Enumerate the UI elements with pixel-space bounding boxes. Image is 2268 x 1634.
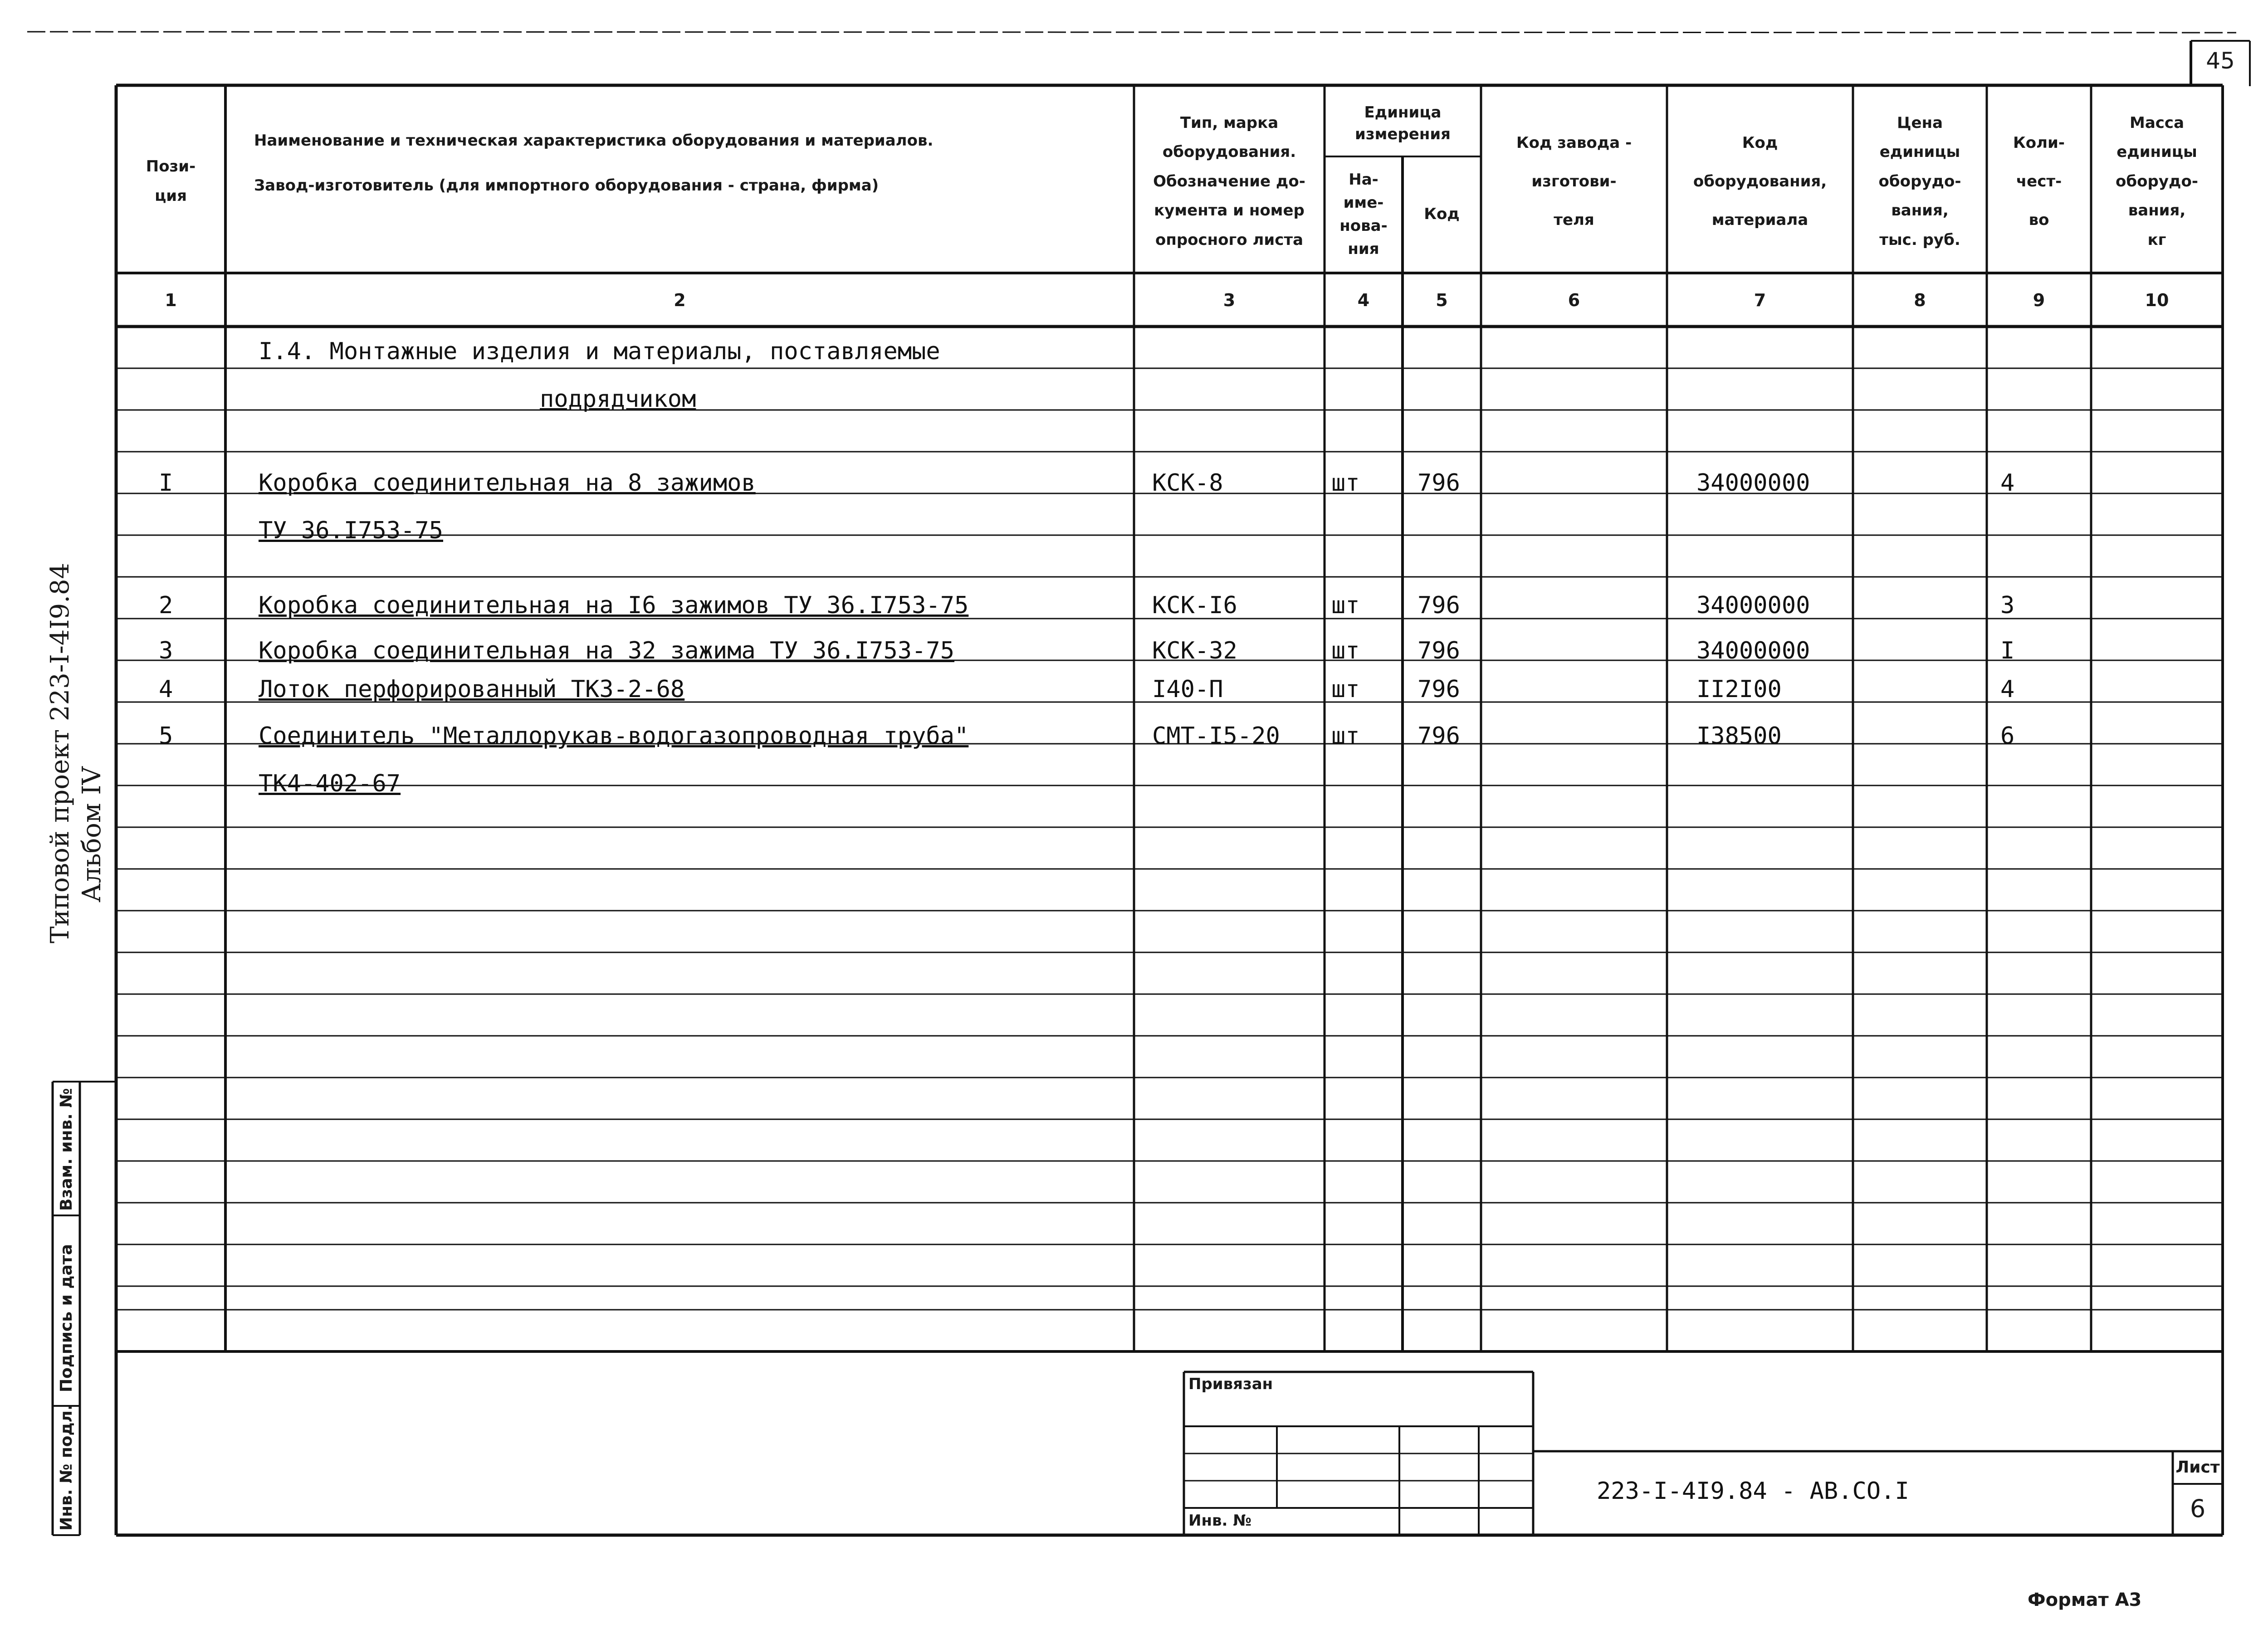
row-name: Коробка соединительная на 8 зажимов <box>259 469 756 497</box>
header-type: Тип, марка оборудования. Обозначение до- кумента и номер опросного листа <box>1153 113 1305 249</box>
sheet-value: 6 <box>2190 1494 2206 1523</box>
row-type: СМТ-I5-20 <box>1152 722 1280 750</box>
header-equipment-code: Код оборудования, материала <box>1693 133 1827 229</box>
row-unit: шт <box>1331 676 1360 703</box>
row-type: I40-П <box>1152 676 1223 703</box>
row-type: КСК-32 <box>1152 637 1237 664</box>
row-unit-code: 796 <box>1418 637 1460 664</box>
row-quantity: 6 <box>2000 722 2015 750</box>
row-quantity: I <box>2000 637 2015 664</box>
row-name: Лоток перфорированный ТКЗ-2-68 <box>259 676 685 703</box>
column-number: 10 <box>2145 290 2169 310</box>
row-unit-code: 796 <box>1418 592 1460 619</box>
header-unit-name: На- име- нова- ния <box>1339 170 1388 258</box>
row-position: 4 <box>159 676 173 703</box>
row-name: Соединитель "Металлорукав-водогазопроводная труба" <box>259 722 969 750</box>
header-mass: Масса единицы оборудо- вания, кг <box>2116 113 2198 249</box>
row-unit: шт <box>1331 469 1360 497</box>
header-unit-group: Единица измерения <box>1355 103 1451 143</box>
stamp-replace-inv: Взам. инв. № <box>57 1088 76 1211</box>
row-quantity: 4 <box>2000 676 2015 703</box>
row-type: КСК-8 <box>1152 469 1223 497</box>
row-quantity: 4 <box>2000 469 2015 497</box>
column-number: 7 <box>1754 290 1766 310</box>
row-type: КСК-I6 <box>1152 592 1237 619</box>
header-name: Наименование и техническая характеристика оборудования и материалов. Завод-изготовитель (для импортного оборудования - страна, фирма) <box>254 132 934 195</box>
row-quantity: 3 <box>2000 592 2015 619</box>
row-unit-code: 796 <box>1418 469 1460 497</box>
row-position: I <box>159 469 173 497</box>
header-unit-code: Код <box>1424 205 1460 224</box>
row-equipment-code: 34000000 <box>1696 469 1810 497</box>
section-title: I.4. Монтажные изделия и материалы, поставляемые <box>259 338 940 365</box>
header-quantity: Коли- чест- во <box>2013 133 2065 229</box>
stamp-inv-original: Инв. № подл. <box>57 1404 76 1531</box>
row-equipment-code: 34000000 <box>1696 592 1810 619</box>
row-unit-code: 796 <box>1418 676 1460 703</box>
row-position: 5 <box>159 722 173 750</box>
section-title-continued: подрядчиком <box>540 385 696 413</box>
row-name-continued: ТУ 36.I753-75 <box>259 517 443 544</box>
header-position: Пози- ция <box>146 157 196 205</box>
column-number: 6 <box>1568 290 1580 310</box>
column-number: 4 <box>1357 290 1370 310</box>
column-number: 3 <box>1223 290 1236 310</box>
sheet-label: Лист <box>2175 1458 2220 1477</box>
column-number: 9 <box>2033 290 2045 310</box>
header-price: Цена единицы оборудо- вания, тыс. руб. <box>1878 113 1961 249</box>
row-name: Коробка соединительная на I6 зажимов ТУ 36.I753-75 <box>259 592 969 619</box>
attached-label: Привязан <box>1188 1375 1273 1393</box>
row-equipment-code: II2I00 <box>1696 676 1782 703</box>
row-position: 3 <box>159 637 173 664</box>
header-factory-code: Код завода - изготови- теля <box>1516 133 1632 229</box>
format-label: Формат А3 <box>2028 1590 2142 1610</box>
sheet-number: 45 <box>2206 48 2235 74</box>
row-equipment-code: 34000000 <box>1696 637 1810 664</box>
column-number: 1 <box>165 290 177 310</box>
column-number: 5 <box>1436 290 1448 310</box>
column-number: 2 <box>674 290 686 310</box>
row-unit: шт <box>1331 592 1360 619</box>
row-unit-code: 796 <box>1418 722 1460 750</box>
stamp-sign-date: Подпись и дата <box>57 1244 76 1392</box>
column-number: 8 <box>1914 290 1926 310</box>
row-equipment-code: I38500 <box>1696 722 1782 750</box>
row-unit: шт <box>1331 637 1360 664</box>
row-name: Коробка соединительная на 32 зажима ТУ 36.I753-75 <box>259 637 955 664</box>
side-title-project: Типовой проект 223-I-4I9.84 <box>45 562 75 943</box>
row-unit: шт <box>1331 722 1360 750</box>
inventory-number-label: Инв. № <box>1188 1512 1252 1530</box>
document-code: 223-I-4I9.84 - АВ.СО.I <box>1597 1478 1909 1505</box>
side-title-album: Альбом IV <box>77 766 107 902</box>
row-name-continued: ТК4-402-67 <box>259 770 401 797</box>
row-position: 2 <box>159 592 173 619</box>
